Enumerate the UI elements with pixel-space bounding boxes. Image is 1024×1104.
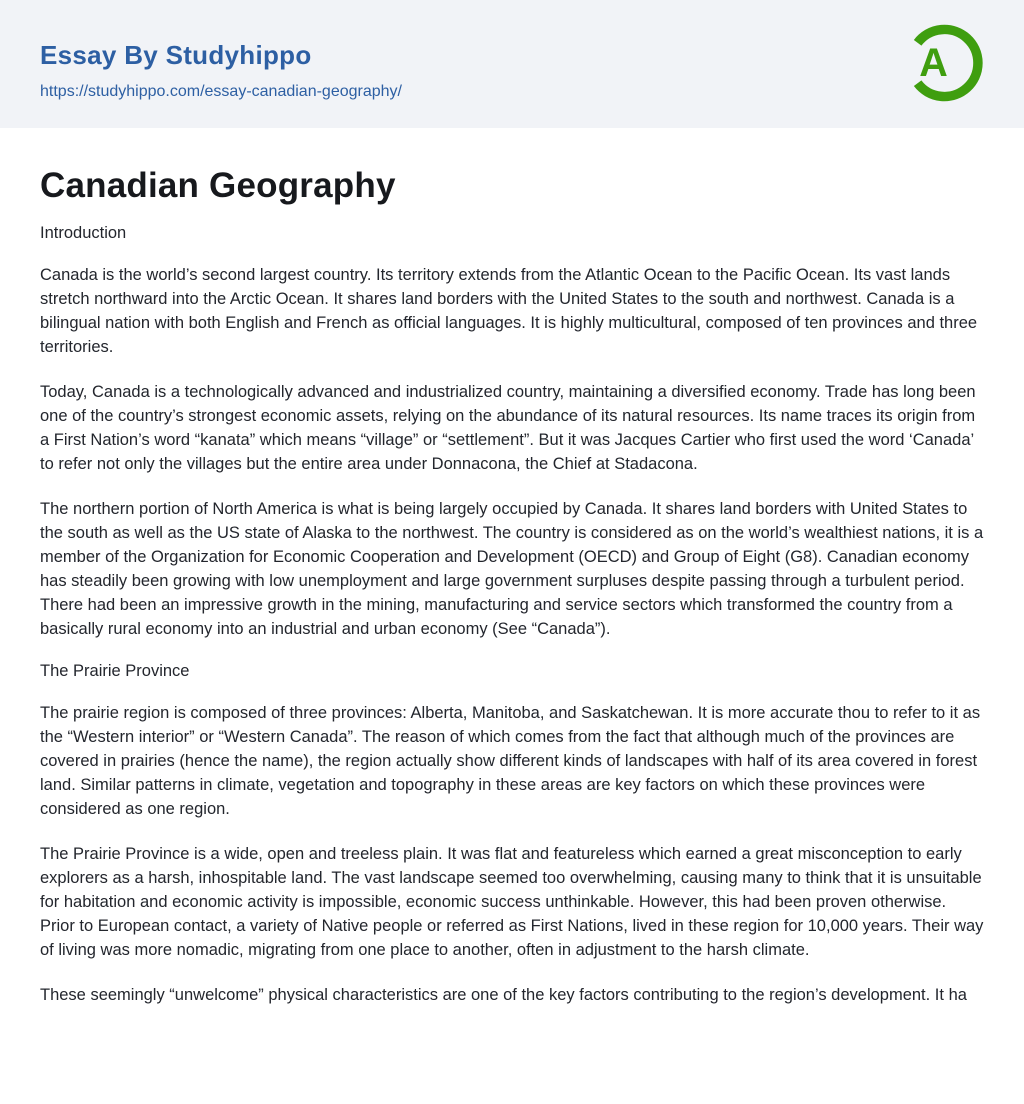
paragraph: The Prairie Province is a wide, open and treeless plain. It was flat and featureless which earned a great misconception to early explorers as a harsh, inhospitable land. The vast landscape seemed too overwhelming, causing many to think that it is unsuitable for habitation and economic activity is impossible, economic success unthinkable. However, this had been proven otherwise. Prior to European contact, a variety of Native people or referred as First Nations, lived in these region for 10,000 years. Their way of living was more nomadic, migrating from one place to another, often in adjustment to the harsh climate. bbox=[40, 845, 984, 959]
paragraph: Today, Canada is a technologically advanced and industrialized country, maintaining a diversified economy. Trade has long been one of the country’s strongest economic assets, relying on the abundance of its natural resources. Its name traces its origin from a First Nation’s word “kanata” which means “village” or “settlement”. But it was Jacques Cartier who first used the word ‘Canada’ to refer not only the villages but the entire area under Donnacona, the Chief at Stadacona. bbox=[40, 383, 976, 473]
essay-url-link[interactable]: https://studyhippo.com/essay-canadian-geography/ bbox=[40, 83, 402, 100]
paragraph: The prairie region is composed of three provinces: Alberta, Manitoba, and Saskatchewan. It is more accurate thou to refer to it as the “Western interior” or “Western Canada”. The reason of which comes from the fact that although much of the provinces are covered in prairies (hence the name), the region actually show different kinds of landscapes with half of its area covered in forest land. Similar patterns in climate, vegetation and topography in these areas are key factors on which these provinces were considered as one region. bbox=[40, 704, 981, 818]
header-text-block bbox=[40, 40, 984, 101]
studyhippo-logo-icon bbox=[900, 20, 986, 106]
logo-letter: A bbox=[919, 41, 948, 85]
paragraph: The northern portion of North America is what is being largely occupied by Canada. It shares land borders with United States to the south as well as the US state of Alaska to the northwest. The country is considered as on the world’s wealthiest nations, it is a member of the Organization for Economic Cooperation and Development (OECD) and Group of Eight (G8). Canadian economy has steadily been growing with low unemployment and large government surpluses despite passing through a turbulent period. There had been an impressive growth in the mining, manufacturing and service sectors which transformed the country from a basically rural economy into an industrial and urban economy (See “Canada”). bbox=[40, 500, 984, 638]
site-title: Essay By Studyhippo bbox=[40, 40, 312, 70]
page-header bbox=[0, 0, 1024, 128]
section-heading-prairie-province: The Prairie Province bbox=[40, 662, 190, 680]
section-heading-introduction: Introduction bbox=[40, 224, 127, 242]
paragraph: These seemingly “unwelcome” physical characteristics are one of the key factors contributing to the region’s development. It ha bbox=[40, 986, 967, 1004]
essay-content bbox=[0, 128, 1024, 1007]
page-title: Canadian Geography bbox=[40, 166, 396, 205]
paragraph: Canada is the world’s second largest country. Its territory extends from the Atlantic Ocean to the Pacific Ocean. Its vast lands stretch northward into the Arctic Ocean. It shares land borders with the United States to the south and northwest. Canada is a bilingual nation with both English and French as official languages. It is highly multicultural, composed of ten provinces and three territories. bbox=[40, 266, 978, 356]
